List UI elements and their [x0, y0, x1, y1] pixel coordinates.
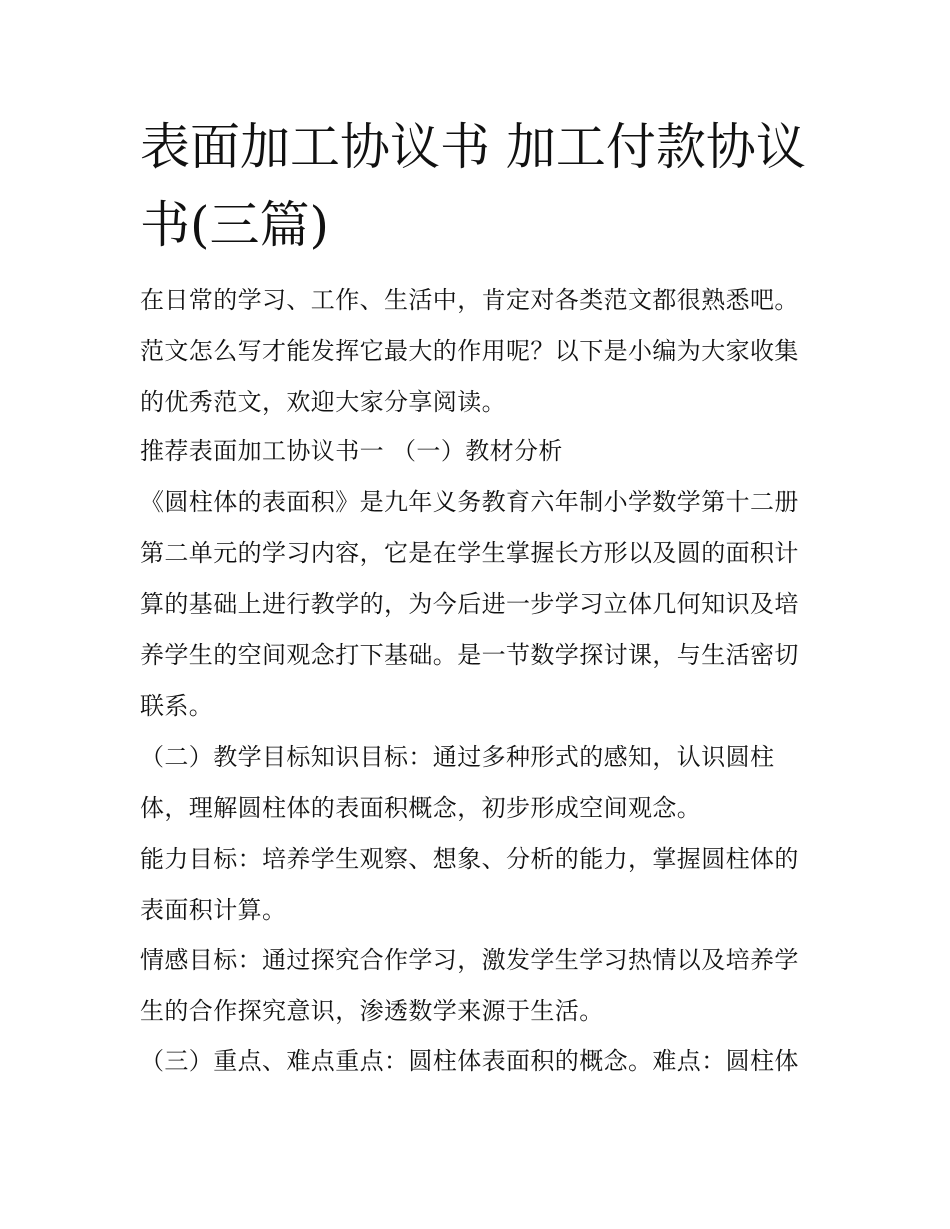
textbook-analysis-paragraph: 《圆柱体的表面积》是九年义务教育六年制小学数学第十二册第二单元的学习内容，它是在学生掌握长方形以及圆的面积计算的基础上进行教学的，为今后进一步学习立体几何知识及培养学生的空间观念打下基础。是一节数学探讨课，与生活密切联系。	[140, 488, 799, 720]
intro-paragraph: 在日常的学习、工作、生活中，肯定对各类范文都很熟悉吧。范文怎么写才能发挥它最大的作用呢？以下是小编为大家收集的优秀范文，欢迎大家分享阅读。	[140, 286, 799, 416]
ability-objectives-paragraph: 能力目标：培养学生观察、想象、分析的能力，掌握圆柱体的表面积计算。	[140, 845, 799, 924]
teaching-objectives-paragraph: （二）教学目标知识目标：通过多种形式的感知，认识圆柱体，理解圆柱体的表面积概念，初步形成空间观念。	[140, 743, 775, 822]
key-points-paragraph: （三）重点、难点重点：圆柱体表面积的概念。难点：圆柱体	[140, 1047, 799, 1075]
section-heading: 推荐表面加工协议书一 （一）教材分析	[140, 437, 563, 465]
emotion-objectives-paragraph: 情感目标：通过探究合作学习，激发学生学习热情以及培养学生的合作探究意识，渗透数学来源于生活。	[140, 946, 799, 1025]
document-title: 表面加工协议书 加工付款协议书(三篇)	[140, 118, 806, 254]
